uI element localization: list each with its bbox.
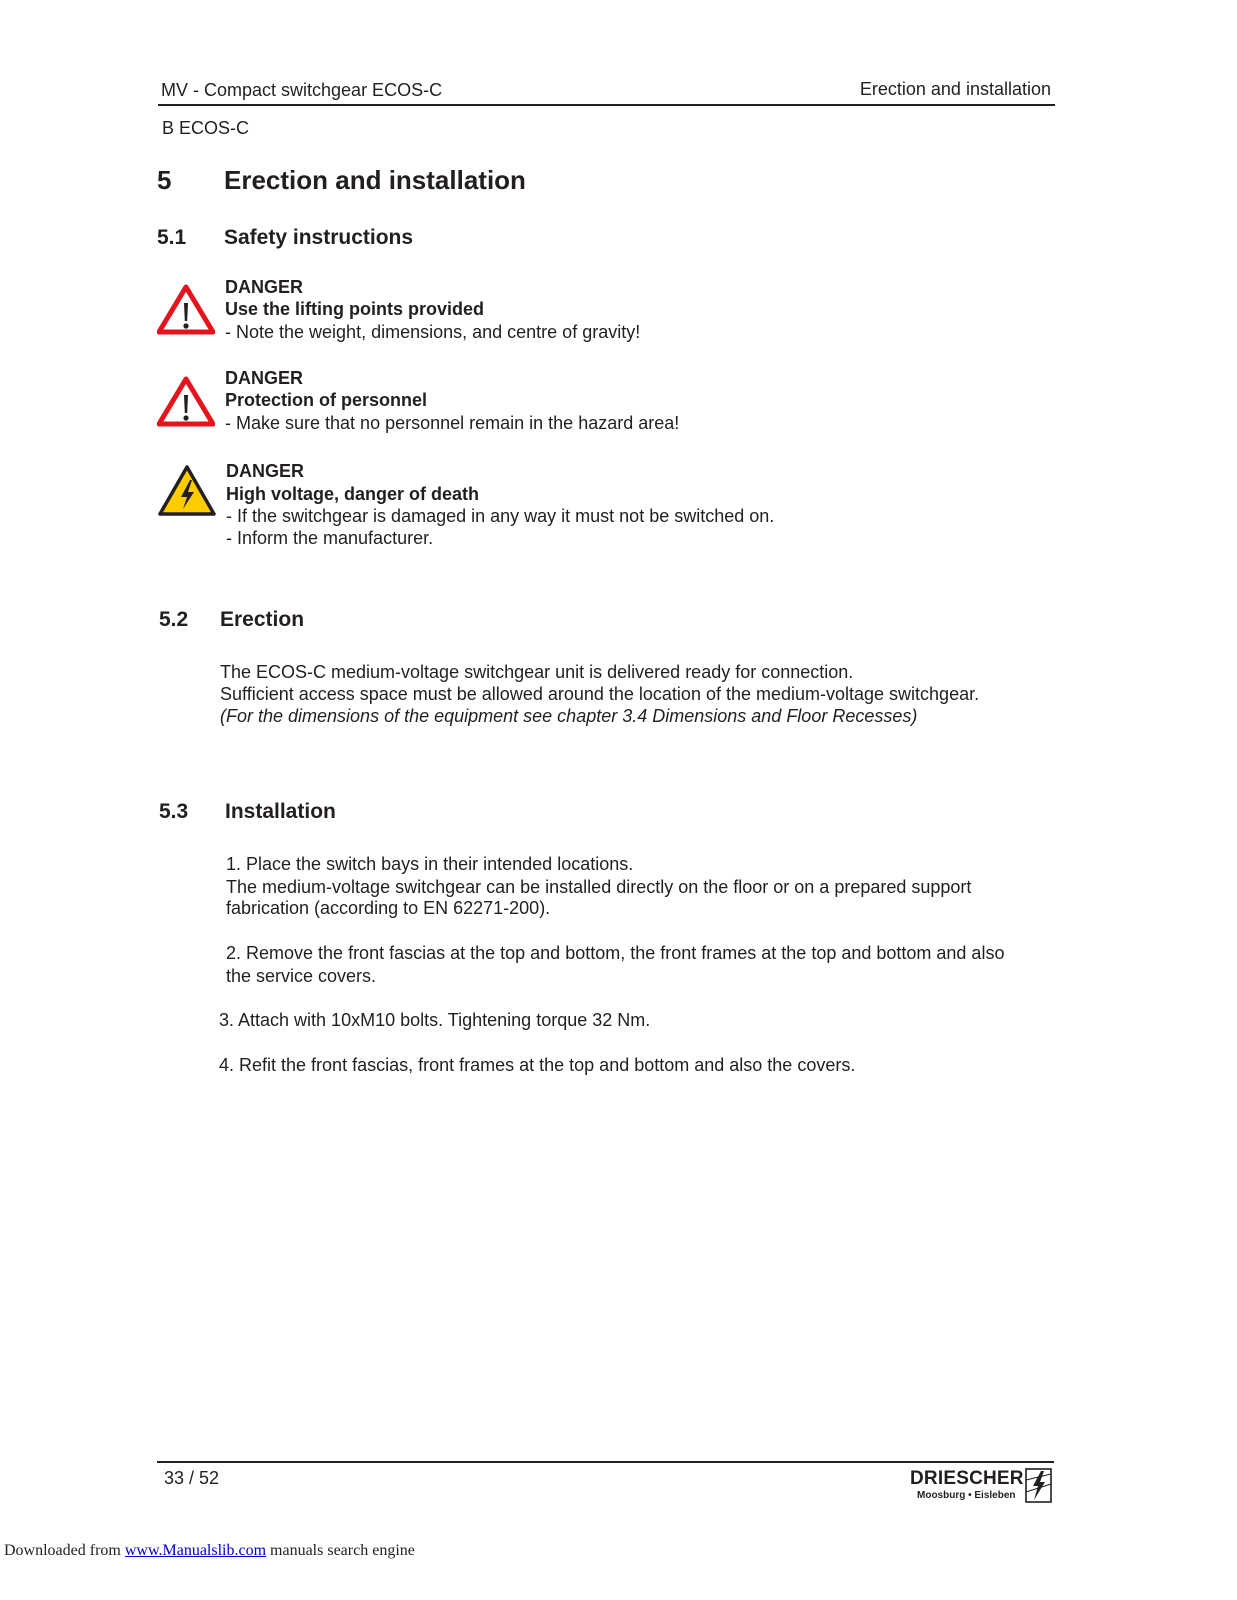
erection-note: (For the dimensions of the equipment see chapter 3.4 Dimensions and Floor Recesses) <box>220 706 918 726</box>
install-step-4: 4. Refit the front fascias, front frames at the top and bottom and also the covers. <box>219 1055 856 1075</box>
footer-rule <box>157 1461 1054 1463</box>
chapter-number: 5 <box>157 165 172 195</box>
warning-1-line: - Note the weight, dimensions, and centre of gravity! <box>225 322 641 342</box>
driescher-logo <box>910 1468 1052 1504</box>
warning-1-title: Use the lifting points provided <box>225 299 485 319</box>
warning-2-level: DANGER <box>225 368 304 388</box>
warning-exclamation-icon <box>157 376 215 427</box>
section-safety-number: 5.1 <box>157 226 187 249</box>
install-step-1-line-3: fabrication (according to EN 62271-200). <box>226 898 551 918</box>
logo-subtitle: Moosburg • Eisleben <box>917 1490 1016 1501</box>
high-voltage-icon <box>157 464 217 517</box>
warning-3-line-1: - If the switchgear is damaged in any way it must not be switched on. <box>226 506 775 526</box>
section-installation-title: Installation <box>225 800 336 823</box>
install-step-1-line-1: 1. Place the switch bays in their intended locations. <box>226 854 634 874</box>
install-step-2-line-2: the service covers. <box>226 966 377 986</box>
header-sub-title: B ECOS-C <box>162 118 250 138</box>
erection-line-2: Sufficient access space must be allowed around the location of the medium-voltage switchgear. <box>220 684 980 704</box>
install-step-2-line-1: 2. Remove the front fascias at the top and bottom, the front frames at the top and bottom and also <box>226 943 1005 963</box>
manualslib-link[interactable]: www.Manualslib.com <box>124 1542 267 1559</box>
warning-3-level: DANGER <box>226 461 305 481</box>
section-erection-title: Erection <box>220 608 305 631</box>
erection-line-1: The ECOS-C medium-voltage switchgear unit is delivered ready for connection. <box>220 662 854 682</box>
warning-1-level: DANGER <box>225 277 304 297</box>
header-rule <box>158 104 1055 106</box>
warning-3-line-2: - Inform the manufacturer. <box>226 528 434 548</box>
download-prefix: Downloaded from <box>4 1542 125 1559</box>
chapter-title: Erection and installation <box>224 165 526 195</box>
install-step-3: 3. Attach with 10xM10 bolts. Tightening torque 32 Nm. <box>219 1010 651 1030</box>
section-installation-number: 5.3 <box>159 800 189 823</box>
lightning-logo-icon <box>1025 1468 1052 1503</box>
install-step-1-line-2: The medium-voltage switchgear can be installed directly on the floor or on a prepared support <box>226 877 972 897</box>
header-left-title: MV - Compact switchgear ECOS-C <box>161 80 443 100</box>
logo-name: DRIESCHER <box>910 1468 1024 1489</box>
warning-2-title: Protection of personnel <box>225 390 428 410</box>
download-suffix: manuals search engine <box>266 1542 415 1559</box>
warning-3-title: High voltage, danger of death <box>226 484 480 504</box>
warning-exclamation-icon <box>157 284 215 335</box>
section-safety-title: Safety instructions <box>224 226 414 249</box>
warning-2-line: - Make sure that no personnel remain in the hazard area! <box>225 413 680 433</box>
section-erection-number: 5.2 <box>159 608 189 631</box>
page-number: 33 / 52 <box>164 1468 220 1488</box>
download-bar <box>4 1542 415 1560</box>
header-right-title: Erection and installation <box>859 79 1051 99</box>
